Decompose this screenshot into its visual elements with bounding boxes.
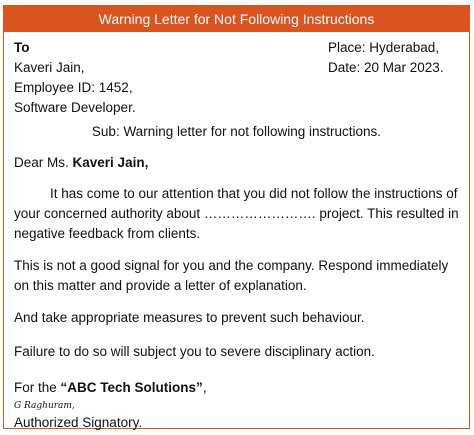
recipient-employee-id: Employee ID: 1452, bbox=[14, 80, 133, 95]
paragraph-2-line-1: This is not a good signal for you and the company. Respond immediately bbox=[14, 258, 449, 273]
closing-suffix: , bbox=[202, 380, 207, 395]
paragraph-1-line-2: your concerned authority about ……………………. project. This resulted in bbox=[14, 206, 459, 221]
signatory-title: Authorized Signatory. bbox=[14, 415, 143, 430]
date-text: Date: 20 Mar 2023. bbox=[328, 60, 444, 75]
company-name: “ABC Tech Solutions” bbox=[60, 380, 203, 395]
place-date-block bbox=[328, 38, 444, 78]
recipient-name: Kaveri Jain, bbox=[14, 60, 85, 75]
letter-title: Warning Letter for Not Following Instructions bbox=[4, 6, 469, 32]
paragraph-1-line-3: negative feedback from clients. bbox=[14, 226, 201, 241]
subject-line: Sub: Warning letter for not following instructions. bbox=[91, 124, 382, 139]
closing-company-line bbox=[14, 378, 207, 398]
place-text: Place: Hyderabad, bbox=[328, 40, 440, 55]
salutation bbox=[14, 153, 148, 173]
paragraph-3: And take appropriate measures to prevent such behaviour. bbox=[14, 310, 365, 325]
to-label: To bbox=[14, 40, 30, 55]
salutation-name: Kaveri Jain, bbox=[72, 155, 149, 170]
signature: G Raghuram, bbox=[14, 401, 75, 411]
paragraph-2-line-2: on this matter and provide a letter of explanation. bbox=[14, 278, 307, 293]
closing-block bbox=[14, 378, 207, 433]
salutation-prefix: Dear Ms. bbox=[14, 155, 69, 170]
letter-frame bbox=[3, 5, 470, 429]
paragraph-1 bbox=[14, 184, 466, 244]
paragraph-1-line-1: It has come to our attention that you did not follow the instructions of bbox=[50, 186, 458, 201]
closing-prefix: For the bbox=[14, 380, 57, 395]
paragraph-2 bbox=[14, 256, 466, 296]
recipient-designation: Software Developer. bbox=[14, 100, 136, 115]
recipient-block bbox=[14, 38, 136, 118]
paragraph-4: Failure to do so will subject you to severe disciplinary action. bbox=[14, 344, 375, 359]
